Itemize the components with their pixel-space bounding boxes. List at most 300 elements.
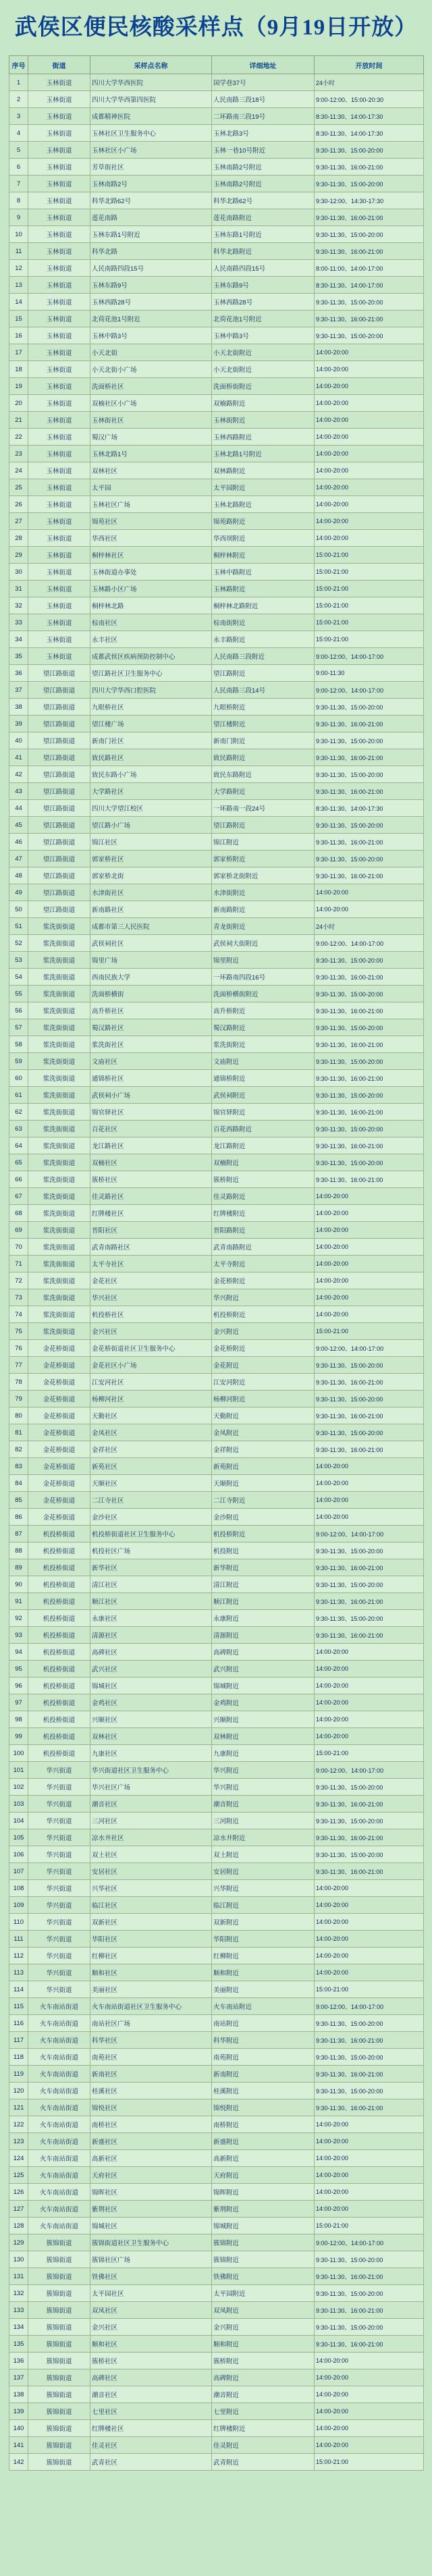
row-open-hours: 9:30-11:30、15:00-20:00	[315, 2319, 424, 2336]
row-address: 致民东路附近	[212, 766, 315, 783]
table-row	[9, 800, 424, 817]
row-open-hours: 14:00-20:00	[315, 496, 424, 513]
row-address: 致民路附近	[212, 749, 315, 766]
row-index: 101	[9, 1762, 28, 1779]
row-index: 105	[9, 1829, 28, 1846]
table-row	[9, 1374, 424, 1391]
row-index: 138	[9, 2386, 28, 2403]
row-street: 金花桥街道	[28, 1458, 90, 1475]
row-address: 北荷花池1号附近	[212, 311, 315, 327]
table-row	[9, 1256, 424, 1272]
row-index: 51	[9, 918, 28, 935]
row-address: 锦江附近	[212, 834, 315, 851]
row-index: 131	[9, 2268, 28, 2285]
row-site-name: 桐梓林北路	[90, 597, 212, 614]
table-row	[9, 1576, 424, 1593]
row-street: 玉林街道	[28, 581, 90, 597]
row-site-name: 玉林中路3号	[90, 327, 212, 344]
row-site-name: 洗面桥社区	[90, 378, 212, 395]
row-open-hours: 9:30-11:30、15:00-20:00	[315, 2083, 424, 2099]
row-open-hours: 9:30-11:30、15:00-20:00	[315, 1154, 424, 1171]
row-open-hours: 9:30-11:30、15:00-20:00	[315, 1610, 424, 1627]
row-street: 望江路街道	[28, 800, 90, 817]
row-address: 高升桥附近	[212, 1002, 315, 1019]
table-row	[9, 1104, 424, 1121]
table-row	[9, 1829, 424, 1846]
row-address: 太平寺附近	[212, 1256, 315, 1272]
row-street: 浆洗街街道	[28, 1306, 90, 1323]
row-address: 武兴附近	[212, 1661, 315, 1678]
row-site-name: 七里社区	[90, 2403, 212, 2420]
row-open-hours: 9:30-11:30、16:00-21:00	[315, 311, 424, 327]
row-street: 簇锦街道	[28, 2386, 90, 2403]
row-index: 76	[9, 1340, 28, 1357]
row-index: 45	[9, 817, 28, 834]
row-open-hours: 9:30-11:30、15:00-20:00	[315, 1053, 424, 1070]
table-row	[9, 935, 424, 952]
row-street: 浆洗街街道	[28, 1289, 90, 1306]
row-address: 浆洗街附近	[212, 1036, 315, 1053]
row-site-name: 郭家桥北街	[90, 867, 212, 884]
table-row	[9, 1593, 424, 1610]
row-open-hours: 9:00-12:00、14:00-17:00	[315, 1526, 424, 1542]
table-row	[9, 614, 424, 631]
row-index: 61	[9, 1087, 28, 1104]
row-street: 望江路街道	[28, 766, 90, 783]
row-open-hours: 9:30-11:30、16:00-21:00	[315, 243, 424, 260]
row-address: 望江路附近	[212, 817, 315, 834]
row-site-name: 簇桥社区	[90, 2353, 212, 2369]
table-row	[9, 2319, 424, 2336]
row-index: 17	[9, 344, 28, 361]
row-open-hours: 9:30-11:30、15:00-20:00	[315, 142, 424, 159]
row-address: 玉林中路附近	[212, 564, 315, 581]
row-street: 华兴街道	[28, 1813, 90, 1829]
row-site-name: 玉林西路28号	[90, 294, 212, 311]
table-row	[9, 952, 424, 969]
row-street: 机投桥街道	[28, 1728, 90, 1745]
row-street: 簇锦街道	[28, 2251, 90, 2268]
row-index: 139	[9, 2403, 28, 2420]
row-index: 127	[9, 2201, 28, 2218]
row-street: 机投桥街道	[28, 1576, 90, 1593]
row-street: 火车南站街道	[28, 2099, 90, 2116]
row-street: 浆洗街街道	[28, 986, 90, 1002]
row-address: 百花西路附近	[212, 1121, 315, 1137]
table-row	[9, 1509, 424, 1526]
row-address: 武青南路附近	[212, 1239, 315, 1256]
row-address: 九康附近	[212, 1745, 315, 1762]
row-index: 113	[9, 1964, 28, 1981]
row-site-name: 高碑社区	[90, 1644, 212, 1661]
row-street: 浆洗街街道	[28, 1002, 90, 1019]
row-site-name: 双林社区	[90, 462, 212, 479]
table-row	[9, 1458, 424, 1475]
header-street: 街道	[28, 56, 90, 74]
row-site-name: 致民东路小广场	[90, 766, 212, 783]
row-site-name: 永丰社区	[90, 631, 212, 648]
row-index: 111	[9, 1931, 28, 1948]
row-site-name: 新南社区	[90, 2066, 212, 2083]
row-index: 66	[9, 1171, 28, 1188]
row-index: 8	[9, 192, 28, 209]
row-address: 华兴附近	[212, 1289, 315, 1306]
row-site-name: 太平园社区	[90, 2285, 212, 2302]
row-index: 90	[9, 1576, 28, 1593]
row-street: 玉林街道	[28, 513, 90, 530]
row-street: 华兴街道	[28, 1964, 90, 1981]
row-street: 玉林街道	[28, 378, 90, 395]
row-open-hours: 9:00-12:00、14:00-17:00	[315, 2234, 424, 2251]
row-open-hours: 14:00-20:00	[315, 1306, 424, 1323]
row-address: 安居附近	[212, 1863, 315, 1880]
row-index: 5	[9, 142, 28, 159]
row-index: 136	[9, 2353, 28, 2369]
header-address: 详细地址	[212, 56, 315, 74]
row-open-hours: 15:00-21:00	[315, 2454, 424, 2471]
row-index: 32	[9, 597, 28, 614]
row-index: 50	[9, 901, 28, 918]
row-address: 金鸡附近	[212, 1694, 315, 1711]
row-site-name: 天顺社区	[90, 1475, 212, 1492]
row-site-name: 红牌楼社区	[90, 1205, 212, 1222]
row-index: 40	[9, 732, 28, 749]
row-address: 锦里附近	[212, 952, 315, 969]
row-site-name: 金花社区小广场	[90, 1357, 212, 1374]
table-row	[9, 1188, 424, 1205]
table-row	[9, 2083, 424, 2099]
table-row	[9, 277, 424, 294]
row-open-hours: 9:30-11:30、16:00-21:00	[315, 1829, 424, 1846]
table-row	[9, 513, 424, 530]
row-street: 浆洗街街道	[28, 1256, 90, 1272]
row-open-hours: 9:30-11:30、15:00-20:00	[315, 851, 424, 867]
row-open-hours: 9:30-11:30、16:00-21:00	[315, 2336, 424, 2353]
row-open-hours: 14:00-20:00	[315, 1509, 424, 1526]
row-open-hours: 8:30-11:30、14:00-17:30	[315, 125, 424, 142]
row-site-name: 天勤社区	[90, 1407, 212, 1424]
table-row	[9, 260, 424, 277]
row-address: 金花附近	[212, 1357, 315, 1374]
row-index: 62	[9, 1104, 28, 1121]
row-street: 华兴街道	[28, 1762, 90, 1779]
row-site-name: 顺和社区	[90, 1964, 212, 1981]
row-index: 81	[9, 1424, 28, 1441]
page-title: 武侯区便民核酸采样点（9月19日开放）	[14, 16, 418, 40]
table-row	[9, 1391, 424, 1407]
row-open-hours: 9:30-11:30、15:00-20:00	[315, 294, 424, 311]
row-address: 金沙附近	[212, 1509, 315, 1526]
table-row	[9, 1407, 424, 1424]
table-row	[9, 176, 424, 192]
table-row	[9, 2437, 424, 2454]
row-index: 94	[9, 1644, 28, 1661]
row-index: 10	[9, 226, 28, 243]
row-open-hours: 8:00-11:00、14:00-17:00	[315, 260, 424, 277]
row-address: 小天北街附近	[212, 361, 315, 378]
row-street: 火车南站街道	[28, 2184, 90, 2201]
row-street: 火车南站街道	[28, 2032, 90, 2049]
table-row	[9, 783, 424, 800]
row-index: 35	[9, 648, 28, 665]
row-street: 簇锦街道	[28, 2369, 90, 2386]
row-address: 清源附近	[212, 1627, 315, 1644]
row-open-hours: 9:30-11:30、15:00-20:00	[315, 1121, 424, 1137]
row-address: 天府附近	[212, 2167, 315, 2184]
row-address: 望江楼附近	[212, 716, 315, 732]
row-open-hours: 9:30-11:30、15:00-20:00	[315, 1357, 424, 1374]
table-row	[9, 243, 424, 260]
table-row	[9, 125, 424, 142]
row-open-hours: 14:00-20:00	[315, 446, 424, 462]
row-open-hours: 14:00-20:00	[315, 1914, 424, 1931]
row-index: 92	[9, 1610, 28, 1627]
row-address: 龙江路附近	[212, 1137, 315, 1154]
row-address: 郭家桥附近	[212, 851, 315, 867]
row-index: 122	[9, 2116, 28, 2133]
row-site-name: 武青南路社区	[90, 1239, 212, 1256]
row-site-name: 双凤社区	[90, 2302, 212, 2319]
row-address: 佳灵附近	[212, 2437, 315, 2454]
row-street: 望江路街道	[28, 834, 90, 851]
row-street: 机投桥街道	[28, 1610, 90, 1627]
row-address: 玉林街附近	[212, 412, 315, 429]
row-address: 新南门附近	[212, 732, 315, 749]
row-open-hours: 9:30-11:30、15:00-20:00	[315, 2285, 424, 2302]
row-site-name: 双楠社区	[90, 1154, 212, 1171]
row-address: 火车南站附近	[212, 1998, 315, 2015]
row-street: 机投桥街道	[28, 1559, 90, 1576]
row-address: 机投桥附近	[212, 1526, 315, 1542]
row-address: 顺和附近	[212, 1964, 315, 1981]
table-row	[9, 2150, 424, 2167]
row-street: 火车南站街道	[28, 2201, 90, 2218]
row-address: 玉林中路3号	[212, 327, 315, 344]
row-address: 玉林南路2号附近	[212, 176, 315, 192]
row-site-name: 四川大学华西医院	[90, 74, 212, 91]
row-address: 南桥附近	[212, 2116, 315, 2133]
row-site-name: 二江寺社区	[90, 1492, 212, 1509]
row-street: 火车南站街道	[28, 2049, 90, 2066]
table-row	[9, 2049, 424, 2066]
row-site-name: 新盛社区	[90, 2133, 212, 2150]
row-street: 玉林街道	[28, 209, 90, 226]
row-site-name: 簇桥社区	[90, 1171, 212, 1188]
row-address: 玉林北路附近	[212, 496, 315, 513]
row-index: 2	[9, 91, 28, 108]
row-address: 武侯祠大街附近	[212, 935, 315, 952]
row-street: 簇锦街道	[28, 2319, 90, 2336]
row-street: 簇锦街道	[28, 2420, 90, 2437]
row-street: 玉林街道	[28, 648, 90, 665]
table-row	[9, 1627, 424, 1644]
row-street: 望江路街道	[28, 665, 90, 682]
row-open-hours: 14:00-20:00	[315, 1711, 424, 1728]
row-address: 天勤附近	[212, 1407, 315, 1424]
row-site-name: 四川大学华西第四医院	[90, 91, 212, 108]
row-street: 望江路街道	[28, 901, 90, 918]
table-row	[9, 1053, 424, 1070]
row-address: 机投附近	[212, 1542, 315, 1559]
row-street: 玉林街道	[28, 192, 90, 209]
row-street: 玉林街道	[28, 159, 90, 176]
row-open-hours: 14:00-20:00	[315, 1948, 424, 1964]
row-address: 玉林路附近	[212, 581, 315, 597]
row-site-name: 金花桥街道社区卫生服务中心	[90, 1340, 212, 1357]
row-index: 14	[9, 294, 28, 311]
row-street: 机投桥街道	[28, 1661, 90, 1678]
row-address: 江安河附近	[212, 1374, 315, 1391]
row-address: 双凤附近	[212, 2302, 315, 2319]
table-row	[9, 682, 424, 699]
row-street: 簇锦街道	[28, 2302, 90, 2319]
row-site-name: 玉林路小区广场	[90, 581, 212, 597]
row-index: 141	[9, 2437, 28, 2454]
row-site-name: 西南民族大学	[90, 969, 212, 986]
table-row	[9, 1728, 424, 1745]
row-address: 棕南街附近	[212, 614, 315, 631]
table-row	[9, 1154, 424, 1171]
row-address: 机投桥附近	[212, 1306, 315, 1323]
row-street: 玉林街道	[28, 277, 90, 294]
row-site-name: 红牌楼社区	[90, 2420, 212, 2437]
header-site-name: 采样点名称	[90, 56, 212, 74]
row-site-name: 美丽社区	[90, 1981, 212, 1998]
row-open-hours: 14:00-20:00	[315, 2386, 424, 2403]
row-open-hours: 14:00-20:00	[315, 1239, 424, 1256]
row-open-hours: 9:30-11:30、15:00-20:00	[315, 327, 424, 344]
row-address: 高新附近	[212, 2150, 315, 2167]
table-row	[9, 1357, 424, 1374]
row-site-name: 郭家桥社区	[90, 851, 212, 867]
row-address: 兴华附近	[212, 1880, 315, 1897]
row-street: 浆洗街街道	[28, 1239, 90, 1256]
row-index: 117	[9, 2032, 28, 2049]
row-open-hours: 14:00-20:00	[315, 1880, 424, 1897]
row-site-name: 佳灵社区	[90, 2437, 212, 2454]
row-open-hours: 9:30-12:00、14:30-17:30	[315, 192, 424, 209]
row-index: 114	[9, 1981, 28, 1998]
row-address: 红牌楼附近	[212, 2420, 315, 2437]
row-street: 机投桥街道	[28, 1526, 90, 1542]
row-site-name: 华兴街道社区卫生服务中心	[90, 1762, 212, 1779]
row-index: 128	[9, 2218, 28, 2234]
table-row	[9, 1475, 424, 1492]
row-site-name: 小天北街小广场	[90, 361, 212, 378]
row-site-name: 清源社区	[90, 1627, 212, 1644]
row-street: 华兴街道	[28, 1779, 90, 1796]
row-street: 玉林街道	[28, 226, 90, 243]
row-address: 洗面桥横街附近	[212, 986, 315, 1002]
row-open-hours: 9:30-11:30、16:00-21:00	[315, 1374, 424, 1391]
table-row	[9, 901, 424, 918]
row-index: 70	[9, 1239, 28, 1256]
table-row	[9, 648, 424, 665]
row-site-name: 锦官驿社区	[90, 1104, 212, 1121]
row-index: 31	[9, 581, 28, 597]
table-row	[9, 1492, 424, 1509]
row-open-hours: 9:30-11:30、16:00-21:00	[315, 1137, 424, 1154]
row-index: 39	[9, 716, 28, 732]
row-street: 浆洗街街道	[28, 1323, 90, 1340]
row-open-hours: 9:00-12:00、14:00-17:00	[315, 1762, 424, 1779]
table-row	[9, 547, 424, 564]
row-site-name: 成都市第三人民医院	[90, 918, 212, 935]
row-address: 锦悦附近	[212, 2099, 315, 2116]
row-open-hours: 15:00-21:00	[315, 581, 424, 597]
row-index: 71	[9, 1256, 28, 1272]
table-header-row	[9, 56, 424, 74]
row-address: 金花桥附近	[212, 1340, 315, 1357]
row-site-name: 武侯祠社区	[90, 935, 212, 952]
row-index: 119	[9, 2066, 28, 2083]
row-open-hours: 9:30-11:30、16:00-21:00	[315, 2302, 424, 2319]
table-row	[9, 986, 424, 1002]
table-row	[9, 2302, 424, 2319]
row-open-hours: 9:30-11:30、15:00-20:00	[315, 1813, 424, 1829]
row-open-hours: 14:00-20:00	[315, 361, 424, 378]
table-row	[9, 1340, 424, 1357]
row-open-hours: 9:30-11:30、16:00-21:00	[315, 1036, 424, 1053]
row-open-hours: 14:00-20:00	[315, 901, 424, 918]
row-open-hours: 14:00-20:00	[315, 1644, 424, 1661]
row-index: 107	[9, 1863, 28, 1880]
row-address: 双楠路附近	[212, 395, 315, 412]
row-index: 20	[9, 395, 28, 412]
row-site-name: 清江社区	[90, 1576, 212, 1593]
row-site-name: 顺江社区	[90, 1593, 212, 1610]
row-street: 华兴街道	[28, 1880, 90, 1897]
row-address: 金兴附近	[212, 1323, 315, 1340]
table-row	[9, 1526, 424, 1542]
row-street: 浆洗街街道	[28, 1137, 90, 1154]
row-site-name: 成都武侯区疾病预防控制中心	[90, 648, 212, 665]
row-site-name: 华西社区	[90, 530, 212, 547]
row-street: 玉林街道	[28, 446, 90, 462]
row-index: 130	[9, 2251, 28, 2268]
table-row	[9, 884, 424, 901]
row-street: 华兴街道	[28, 1846, 90, 1863]
row-open-hours: 9:30-11:30、15:00-20:00	[315, 952, 424, 969]
row-site-name: 金花社区	[90, 1272, 212, 1289]
row-open-hours: 9:30-11:30、15:00-20:00	[315, 1391, 424, 1407]
row-index: 80	[9, 1407, 28, 1424]
row-street: 玉林街道	[28, 530, 90, 547]
row-street: 金花桥街道	[28, 1441, 90, 1458]
row-index: 52	[9, 935, 28, 952]
row-site-name: 科华北路62号	[90, 192, 212, 209]
row-index: 100	[9, 1745, 28, 1762]
table-row	[9, 2201, 424, 2218]
row-index: 72	[9, 1272, 28, 1289]
row-address: 兴顺附近	[212, 1711, 315, 1728]
row-address: 金兴附近	[212, 2319, 315, 2336]
row-index: 18	[9, 361, 28, 378]
table-row	[9, 1424, 424, 1441]
row-open-hours: 9:00-11:30	[315, 665, 424, 682]
row-index: 55	[9, 986, 28, 1002]
row-street: 金花桥街道	[28, 1475, 90, 1492]
row-street: 火车南站街道	[28, 2133, 90, 2150]
row-index: 123	[9, 2133, 28, 2150]
row-street: 机投桥街道	[28, 1711, 90, 1728]
row-open-hours: 9:30-11:30、15:00-20:00	[315, 1779, 424, 1796]
row-open-hours: 9:30-11:30、16:00-21:00	[315, 1070, 424, 1087]
row-open-hours: 14:00-20:00	[315, 2369, 424, 2386]
table-row	[9, 1964, 424, 1981]
row-address: 桂溪附近	[212, 2083, 315, 2099]
row-street: 浆洗街街道	[28, 1104, 90, 1121]
